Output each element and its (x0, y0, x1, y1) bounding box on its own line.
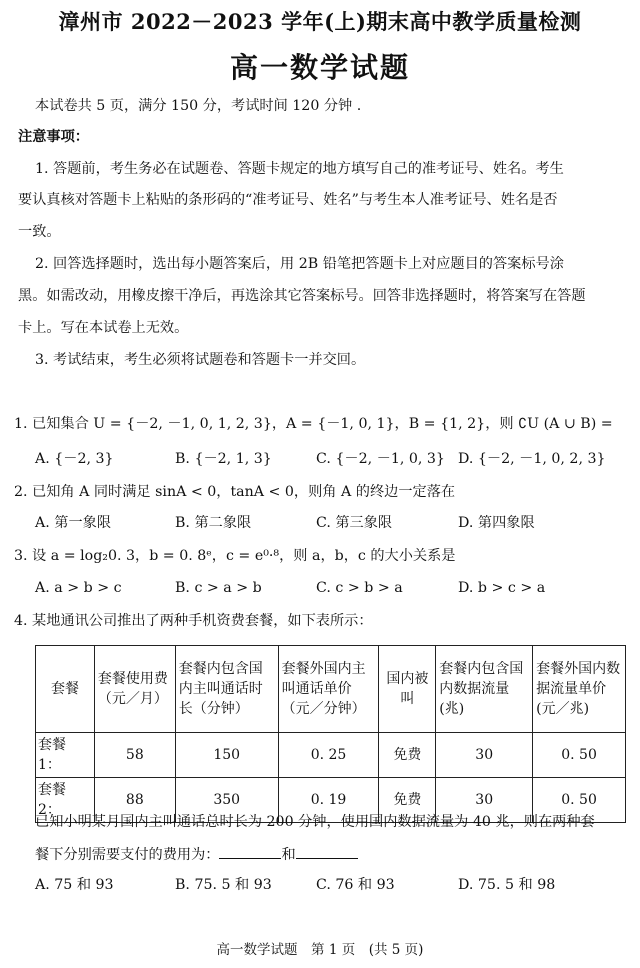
table-header-row (36, 646, 626, 733)
question-4-and-text: 和 (281, 847, 296, 863)
table-row (36, 733, 626, 778)
question-3-option-d: D. b > c > a (458, 580, 546, 596)
table-cell: 0. 50 (533, 778, 626, 823)
table-cell: 免费 (379, 733, 436, 778)
note-1-line-2: 要认真核对答题卡上粘贴的条形码的“准考证号、姓名”与考生本人准考证号、姓名是否 (18, 192, 558, 208)
exam-intro: 本试卷共 5 页，满分 150 分，考试时间 120 分钟 . (35, 98, 362, 114)
question-3-option-a: A. a > b > c (35, 580, 122, 596)
question-2-option-c: C. 第三象限 (316, 515, 393, 531)
table-cell: 150 (175, 733, 278, 778)
question-1-option-b: B. {－2, 1, 3} (175, 451, 272, 467)
table-cell: 0. 19 (278, 778, 379, 823)
table-cell: 套餐 2： (36, 778, 95, 823)
question-2-stem: 2. 已知角 A 同时满足 sinA < 0，tanA < 0，则角 A 的终边一定落在 (14, 484, 456, 500)
exam-title: 漳州市 2022－2023 学年(上)期末高中教学质量检测 (58, 9, 582, 34)
question-1-option-a: A. {－2, 3} (35, 451, 114, 467)
answer-blank-2 (296, 844, 358, 859)
notes-heading: 注意事项： (18, 129, 89, 145)
question-4-option-a: A. 75 和 93 (35, 877, 114, 893)
question-2-option-d: D. 第四象限 (458, 515, 535, 531)
table-header-cell: 套餐外国内数据流量单价(元／兆) (533, 646, 626, 733)
question-1-option-d: D. {－2, －1, 0, 2, 3} (458, 451, 606, 467)
table-cell: 0. 50 (533, 733, 626, 778)
table-header-cell: 套餐内包含国内主叫通话时长（分钟） (175, 646, 278, 733)
table-cell: 免费 (379, 778, 436, 823)
table-cell: 30 (436, 733, 533, 778)
package-table (35, 645, 626, 823)
table-cell: 0. 25 (278, 733, 379, 778)
table-header-cell: 套餐使用费（元／月） (94, 646, 175, 733)
question-4-context-line-1: 已知小明某月国内主叫通话总时长为 200 分钟，使用国内数据流量为 40 兆，则在两种套 (35, 814, 595, 830)
question-2-option-b: B. 第二象限 (175, 515, 252, 531)
answer-blank-1 (219, 844, 281, 859)
question-3-option-b: B. c > a > b (175, 580, 262, 596)
note-2-line-1: 2. 回答选择题时，选出每小题答案后，用 2B 铅笔把答题卡上对应题目的答案标号涂 (35, 256, 564, 272)
question-4-context-text: 餐下分别需要支付的费用为： (35, 847, 220, 863)
question-3-stem: 3. 设 a = log₂0. 3，b = 0. 8ᵉ，c = e⁰·⁸，则 a，b，c 的大小关系是 (14, 548, 456, 564)
exam-subject-title: 高一数学试题 (229, 51, 410, 84)
question-4-option-d: D. 75. 5 和 98 (458, 877, 556, 893)
question-1-stem: 1. 已知集合 U = {－2, －1, 0, 1, 2, 3}，A = {－1, 0, 1}，B = {1, 2}，则 ∁U (A ∪ B) = (14, 416, 613, 432)
question-4-option-c: C. 76 和 93 (316, 877, 395, 893)
page-footer: 高一数学试题 第 1 页 (共 5 页) (216, 942, 424, 958)
table-cell: 30 (436, 778, 533, 823)
table-header-cell: 套餐内包含国内数据流量(兆) (436, 646, 533, 733)
table-header-cell: 国内被叫 (379, 646, 436, 733)
note-1-line-1: 1. 答题前，考生务必在试题卷、答题卡规定的地方填写自己的准考证号、姓名。考生 (35, 161, 564, 177)
table-cell: 套餐 1： (36, 733, 95, 778)
table-cell: 88 (94, 778, 175, 823)
note-2-line-2: 黑。如需改动，用橡皮擦干净后，再选涂其它答案标号。回答非选择题时，将答案写在答题 (18, 288, 586, 304)
table-cell: 58 (94, 733, 175, 778)
question-4-context-line-2 (35, 844, 358, 865)
question-1-option-c: C. {－2, －1, 0, 3} (316, 451, 445, 467)
note-2-line-3: 卡上。写在本试卷上无效。 (18, 320, 189, 336)
table-header-cell: 套餐 (36, 646, 95, 733)
note-3: 3. 考试结束，考生必须将试题卷和答题卡一并交回。 (35, 352, 366, 368)
note-1-line-3: 一致。 (18, 224, 61, 240)
question-4-stem: 4. 某地通讯公司推出了两种手机资费套餐，如下表所示： (14, 613, 373, 629)
table-cell: 350 (175, 778, 278, 823)
question-3-option-c: C. c > b > a (316, 580, 403, 596)
question-2-option-a: A. 第一象限 (35, 515, 112, 531)
question-4-option-b: B. 75. 5 和 93 (175, 877, 272, 893)
table-header-cell: 套餐外国内主叫通话单价（元／分钟） (278, 646, 379, 733)
